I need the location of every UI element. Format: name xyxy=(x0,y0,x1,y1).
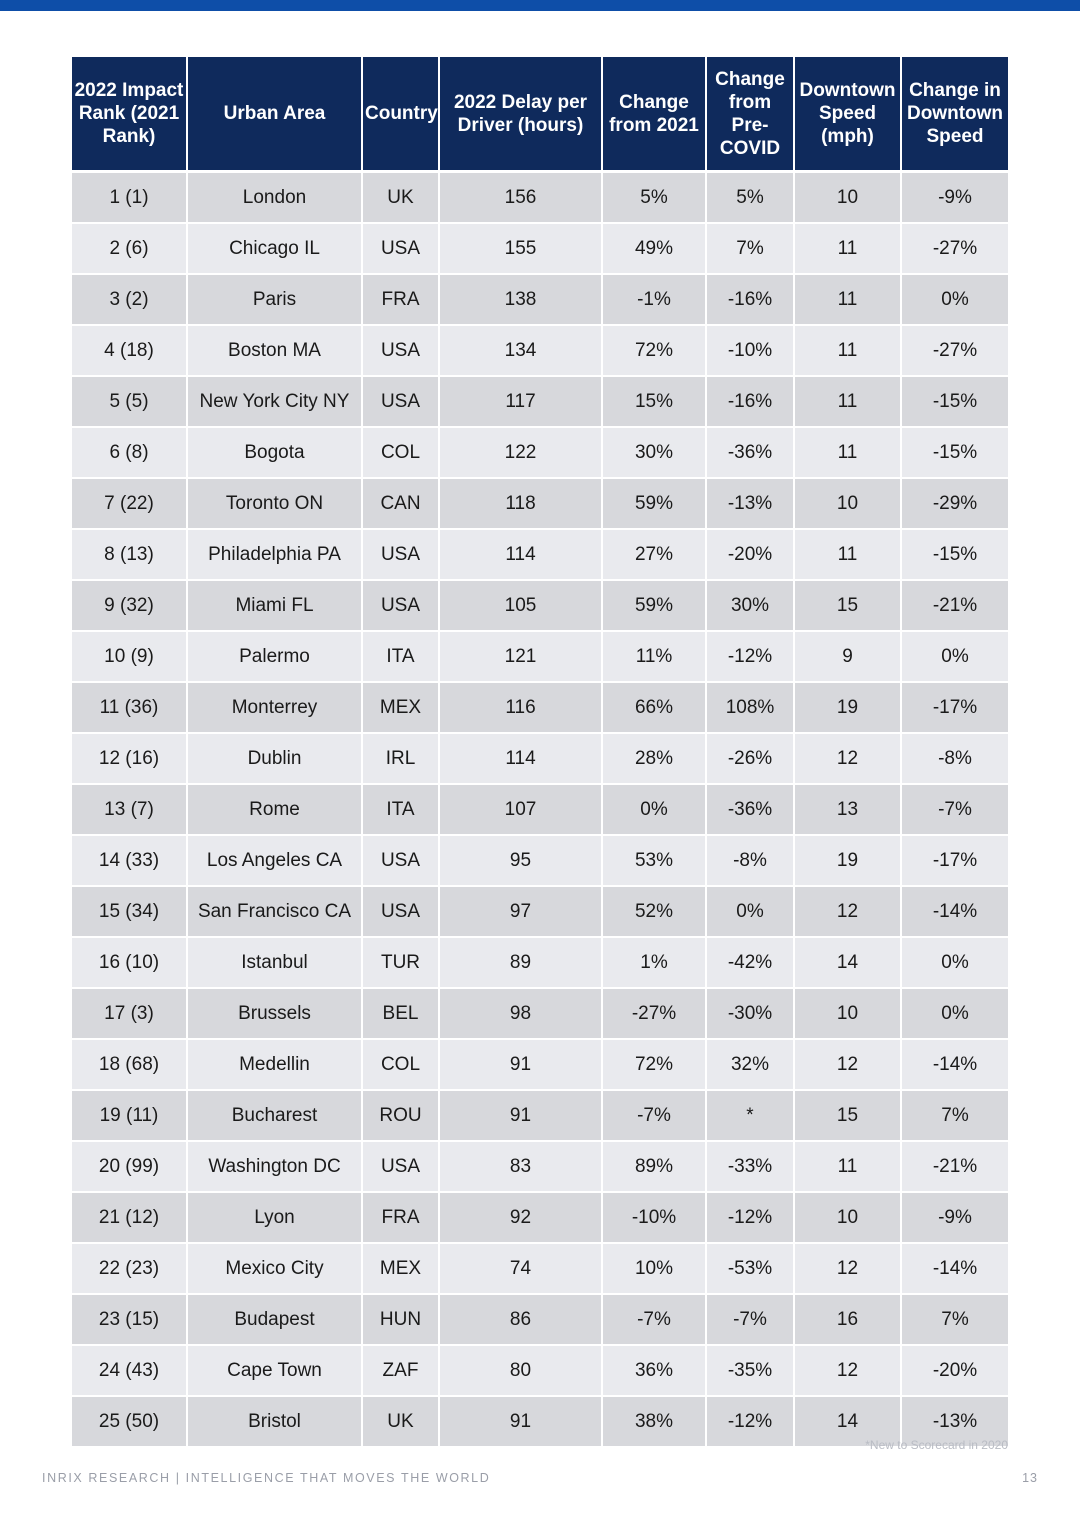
cell-delay-hours: 138 xyxy=(439,274,602,325)
cell-country: ZAF xyxy=(362,1345,439,1396)
cell-change-downtown-speed: -9% xyxy=(901,173,1008,223)
table-row xyxy=(72,1141,1008,1192)
cell-urban-area: Washington DC xyxy=(187,1141,362,1192)
cell-change-2021: 30% xyxy=(602,427,706,478)
table-row xyxy=(72,529,1008,580)
cell-downtown-speed: 10 xyxy=(794,173,901,223)
table-row xyxy=(72,1243,1008,1294)
cell-downtown-speed: 19 xyxy=(794,835,901,886)
cell-change-downtown-speed: 0% xyxy=(901,274,1008,325)
table-header-row xyxy=(72,57,1008,170)
cell-country: USA xyxy=(362,223,439,274)
cell-country: TUR xyxy=(362,937,439,988)
cell-change-2021: -7% xyxy=(602,1294,706,1345)
cell-downtown-speed: 11 xyxy=(794,223,901,274)
cell-change-2021: -27% xyxy=(602,988,706,1039)
cell-country: FRA xyxy=(362,1192,439,1243)
impact-ranking-table-container xyxy=(72,57,1008,1448)
cell-change-downtown-speed: -27% xyxy=(901,325,1008,376)
cell-change-pre-covid: -12% xyxy=(706,1192,794,1243)
cell-urban-area: Boston MA xyxy=(187,325,362,376)
cell-delay-hours: 155 xyxy=(439,223,602,274)
cell-change-2021: 28% xyxy=(602,733,706,784)
cell-country: ITA xyxy=(362,784,439,835)
cell-downtown-speed: 13 xyxy=(794,784,901,835)
cell-change-2021: 0% xyxy=(602,784,706,835)
cell-change-pre-covid: 30% xyxy=(706,580,794,631)
cell-change-pre-covid: -7% xyxy=(706,1294,794,1345)
header-change-from-2021: Change from 2021 xyxy=(602,57,706,170)
cell-change-2021: 53% xyxy=(602,835,706,886)
cell-rank: 10 (9) xyxy=(72,631,187,682)
cell-change-pre-covid: -26% xyxy=(706,733,794,784)
cell-rank: 4 (18) xyxy=(72,325,187,376)
cell-delay-hours: 92 xyxy=(439,1192,602,1243)
table-row xyxy=(72,325,1008,376)
footer-tagline: INRIX RESEARCH | INTELLIGENCE THAT MOVES THE WORLD xyxy=(42,1471,491,1485)
table-row xyxy=(72,427,1008,478)
cell-change-pre-covid: 5% xyxy=(706,173,794,223)
cell-downtown-speed: 12 xyxy=(794,1243,901,1294)
cell-delay-hours: 91 xyxy=(439,1039,602,1090)
cell-urban-area: Dublin xyxy=(187,733,362,784)
cell-country: UK xyxy=(362,1396,439,1447)
header-delay-per-driver: 2022 Delay per Driver (hours) xyxy=(439,57,602,170)
cell-downtown-speed: 11 xyxy=(794,325,901,376)
cell-change-2021: 27% xyxy=(602,529,706,580)
cell-downtown-speed: 16 xyxy=(794,1294,901,1345)
cell-rank: 13 (7) xyxy=(72,784,187,835)
cell-change-pre-covid: -53% xyxy=(706,1243,794,1294)
cell-rank: 25 (50) xyxy=(72,1396,187,1447)
table-row xyxy=(72,223,1008,274)
cell-delay-hours: 91 xyxy=(439,1090,602,1141)
cell-delay-hours: 89 xyxy=(439,937,602,988)
cell-change-2021: 89% xyxy=(602,1141,706,1192)
header-country: Country xyxy=(362,57,439,170)
cell-urban-area: Palermo xyxy=(187,631,362,682)
cell-delay-hours: 118 xyxy=(439,478,602,529)
cell-rank: 1 (1) xyxy=(72,173,187,223)
cell-country: MEX xyxy=(362,682,439,733)
cell-country: COL xyxy=(362,427,439,478)
cell-change-pre-covid: 7% xyxy=(706,223,794,274)
cell-delay-hours: 91 xyxy=(439,1396,602,1447)
cell-change-pre-covid: 32% xyxy=(706,1039,794,1090)
header-change-from-pre-covid: Change from Pre-COVID xyxy=(706,57,794,170)
cell-change-2021: 49% xyxy=(602,223,706,274)
cell-change-downtown-speed: -14% xyxy=(901,1039,1008,1090)
cell-urban-area: Los Angeles CA xyxy=(187,835,362,886)
cell-change-downtown-speed: -21% xyxy=(901,580,1008,631)
cell-change-2021: 15% xyxy=(602,376,706,427)
cell-urban-area: London xyxy=(187,173,362,223)
cell-downtown-speed: 10 xyxy=(794,478,901,529)
cell-change-2021: 59% xyxy=(602,580,706,631)
cell-change-pre-covid: * xyxy=(706,1090,794,1141)
cell-urban-area: Bucharest xyxy=(187,1090,362,1141)
cell-delay-hours: 97 xyxy=(439,886,602,937)
table-body xyxy=(72,170,1008,1447)
cell-rank: 20 (99) xyxy=(72,1141,187,1192)
cell-downtown-speed: 10 xyxy=(794,1192,901,1243)
cell-delay-hours: 122 xyxy=(439,427,602,478)
cell-country: CAN xyxy=(362,478,439,529)
cell-urban-area: Istanbul xyxy=(187,937,362,988)
cell-downtown-speed: 12 xyxy=(794,1345,901,1396)
cell-downtown-speed: 10 xyxy=(794,988,901,1039)
table-row xyxy=(72,733,1008,784)
top-accent-bar xyxy=(0,0,1080,11)
cell-urban-area: Budapest xyxy=(187,1294,362,1345)
cell-urban-area: Cape Town xyxy=(187,1345,362,1396)
cell-downtown-speed: 11 xyxy=(794,274,901,325)
table-row xyxy=(72,784,1008,835)
footnote: *New to Scorecard in 2020 xyxy=(865,1438,1008,1452)
cell-downtown-speed: 11 xyxy=(794,427,901,478)
cell-rank: 5 (5) xyxy=(72,376,187,427)
cell-delay-hours: 86 xyxy=(439,1294,602,1345)
cell-country: MEX xyxy=(362,1243,439,1294)
cell-downtown-speed: 12 xyxy=(794,1039,901,1090)
cell-rank: 3 (2) xyxy=(72,274,187,325)
cell-change-2021: 36% xyxy=(602,1345,706,1396)
cell-change-downtown-speed: 7% xyxy=(901,1294,1008,1345)
cell-change-pre-covid: 108% xyxy=(706,682,794,733)
table-row xyxy=(72,988,1008,1039)
cell-urban-area: Paris xyxy=(187,274,362,325)
header-impact-rank: 2022 Impact Rank (2021 Rank) xyxy=(72,57,187,170)
cell-delay-hours: 116 xyxy=(439,682,602,733)
cell-delay-hours: 107 xyxy=(439,784,602,835)
cell-delay-hours: 121 xyxy=(439,631,602,682)
cell-rank: 19 (11) xyxy=(72,1090,187,1141)
impact-ranking-table xyxy=(72,57,1008,1448)
cell-change-pre-covid: -30% xyxy=(706,988,794,1039)
cell-change-2021: -1% xyxy=(602,274,706,325)
table-row xyxy=(72,1192,1008,1243)
cell-delay-hours: 95 xyxy=(439,835,602,886)
cell-change-downtown-speed: -17% xyxy=(901,835,1008,886)
cell-change-downtown-speed: 0% xyxy=(901,631,1008,682)
table-row xyxy=(72,173,1008,223)
cell-change-downtown-speed: -7% xyxy=(901,784,1008,835)
cell-change-pre-covid: -12% xyxy=(706,631,794,682)
cell-rank: 16 (10) xyxy=(72,937,187,988)
table-row xyxy=(72,1039,1008,1090)
cell-country: UK xyxy=(362,173,439,223)
cell-country: ROU xyxy=(362,1090,439,1141)
cell-downtown-speed: 11 xyxy=(794,376,901,427)
table-row xyxy=(72,1090,1008,1141)
cell-change-downtown-speed: -15% xyxy=(901,427,1008,478)
cell-rank: 24 (43) xyxy=(72,1345,187,1396)
cell-change-2021: -10% xyxy=(602,1192,706,1243)
table-row xyxy=(72,478,1008,529)
header-change-downtown-speed: Change in Downtown Speed xyxy=(901,57,1008,170)
table-row xyxy=(72,886,1008,937)
cell-country: IRL xyxy=(362,733,439,784)
header-urban-area: Urban Area xyxy=(187,57,362,170)
cell-downtown-speed: 15 xyxy=(794,580,901,631)
cell-delay-hours: 80 xyxy=(439,1345,602,1396)
cell-change-downtown-speed: -17% xyxy=(901,682,1008,733)
cell-change-2021: 38% xyxy=(602,1396,706,1447)
cell-change-downtown-speed: -13% xyxy=(901,1396,1008,1447)
cell-change-pre-covid: -8% xyxy=(706,835,794,886)
table-row xyxy=(72,1294,1008,1345)
cell-change-2021: 5% xyxy=(602,173,706,223)
cell-change-pre-covid: -16% xyxy=(706,274,794,325)
cell-urban-area: Philadelphia PA xyxy=(187,529,362,580)
cell-urban-area: Toronto ON xyxy=(187,478,362,529)
cell-country: USA xyxy=(362,580,439,631)
cell-country: USA xyxy=(362,376,439,427)
cell-rank: 21 (12) xyxy=(72,1192,187,1243)
cell-delay-hours: 98 xyxy=(439,988,602,1039)
cell-change-pre-covid: -16% xyxy=(706,376,794,427)
cell-change-pre-covid: -13% xyxy=(706,478,794,529)
table-row xyxy=(72,274,1008,325)
cell-urban-area: Mexico City xyxy=(187,1243,362,1294)
cell-change-downtown-speed: 0% xyxy=(901,937,1008,988)
cell-delay-hours: 114 xyxy=(439,733,602,784)
cell-rank: 6 (8) xyxy=(72,427,187,478)
table-row xyxy=(72,937,1008,988)
table-row xyxy=(72,580,1008,631)
cell-country: USA xyxy=(362,886,439,937)
cell-downtown-speed: 14 xyxy=(794,937,901,988)
cell-change-downtown-speed: -14% xyxy=(901,1243,1008,1294)
cell-rank: 17 (3) xyxy=(72,988,187,1039)
cell-change-2021: 11% xyxy=(602,631,706,682)
cell-change-2021: 72% xyxy=(602,1039,706,1090)
cell-change-pre-covid: 0% xyxy=(706,886,794,937)
cell-change-downtown-speed: -15% xyxy=(901,529,1008,580)
cell-rank: 11 (36) xyxy=(72,682,187,733)
cell-downtown-speed: 12 xyxy=(794,886,901,937)
cell-rank: 14 (33) xyxy=(72,835,187,886)
cell-delay-hours: 134 xyxy=(439,325,602,376)
cell-change-downtown-speed: 7% xyxy=(901,1090,1008,1141)
cell-rank: 9 (32) xyxy=(72,580,187,631)
cell-change-downtown-speed: -14% xyxy=(901,886,1008,937)
cell-urban-area: San Francisco CA xyxy=(187,886,362,937)
cell-delay-hours: 114 xyxy=(439,529,602,580)
cell-change-downtown-speed: -20% xyxy=(901,1345,1008,1396)
cell-delay-hours: 105 xyxy=(439,580,602,631)
cell-change-downtown-speed: -29% xyxy=(901,478,1008,529)
cell-downtown-speed: 14 xyxy=(794,1396,901,1447)
cell-urban-area: New York City NY xyxy=(187,376,362,427)
cell-change-pre-covid: -12% xyxy=(706,1396,794,1447)
table-row xyxy=(72,1345,1008,1396)
cell-delay-hours: 74 xyxy=(439,1243,602,1294)
cell-urban-area: Miami FL xyxy=(187,580,362,631)
cell-rank: 15 (34) xyxy=(72,886,187,937)
cell-urban-area: Medellin xyxy=(187,1039,362,1090)
cell-change-pre-covid: -35% xyxy=(706,1345,794,1396)
cell-rank: 7 (22) xyxy=(72,478,187,529)
cell-change-2021: 1% xyxy=(602,937,706,988)
cell-rank: 8 (13) xyxy=(72,529,187,580)
cell-country: ITA xyxy=(362,631,439,682)
table-row xyxy=(72,835,1008,886)
cell-rank: 18 (68) xyxy=(72,1039,187,1090)
cell-delay-hours: 156 xyxy=(439,173,602,223)
header-downtown-speed: Downtown Speed (mph) xyxy=(794,57,901,170)
cell-country: COL xyxy=(362,1039,439,1090)
cell-change-2021: 59% xyxy=(602,478,706,529)
cell-change-pre-covid: -36% xyxy=(706,784,794,835)
cell-change-2021: 10% xyxy=(602,1243,706,1294)
table-row xyxy=(72,376,1008,427)
cell-downtown-speed: 12 xyxy=(794,733,901,784)
cell-change-pre-covid: -36% xyxy=(706,427,794,478)
cell-rank: 12 (16) xyxy=(72,733,187,784)
cell-delay-hours: 117 xyxy=(439,376,602,427)
cell-downtown-speed: 11 xyxy=(794,529,901,580)
page-number: 13 xyxy=(1022,1471,1038,1485)
cell-urban-area: Monterrey xyxy=(187,682,362,733)
cell-rank: 23 (15) xyxy=(72,1294,187,1345)
cell-downtown-speed: 11 xyxy=(794,1141,901,1192)
cell-country: USA xyxy=(362,529,439,580)
cell-change-2021: -7% xyxy=(602,1090,706,1141)
cell-change-downtown-speed: -21% xyxy=(901,1141,1008,1192)
table-row xyxy=(72,682,1008,733)
cell-change-2021: 66% xyxy=(602,682,706,733)
cell-rank: 22 (23) xyxy=(72,1243,187,1294)
cell-downtown-speed: 19 xyxy=(794,682,901,733)
cell-country: BEL xyxy=(362,988,439,1039)
cell-urban-area: Bristol xyxy=(187,1396,362,1447)
cell-country: HUN xyxy=(362,1294,439,1345)
cell-change-2021: 72% xyxy=(602,325,706,376)
cell-change-downtown-speed: 0% xyxy=(901,988,1008,1039)
cell-downtown-speed: 15 xyxy=(794,1090,901,1141)
cell-change-downtown-speed: -9% xyxy=(901,1192,1008,1243)
cell-change-pre-covid: -33% xyxy=(706,1141,794,1192)
cell-change-downtown-speed: -15% xyxy=(901,376,1008,427)
cell-country: USA xyxy=(362,1141,439,1192)
cell-change-pre-covid: -42% xyxy=(706,937,794,988)
cell-downtown-speed: 9 xyxy=(794,631,901,682)
cell-urban-area: Rome xyxy=(187,784,362,835)
cell-country: FRA xyxy=(362,274,439,325)
cell-urban-area: Chicago IL xyxy=(187,223,362,274)
cell-change-2021: 52% xyxy=(602,886,706,937)
cell-country: USA xyxy=(362,835,439,886)
cell-change-downtown-speed: -27% xyxy=(901,223,1008,274)
cell-urban-area: Brussels xyxy=(187,988,362,1039)
cell-urban-area: Bogota xyxy=(187,427,362,478)
cell-change-pre-covid: -20% xyxy=(706,529,794,580)
cell-change-downtown-speed: -8% xyxy=(901,733,1008,784)
cell-rank: 2 (6) xyxy=(72,223,187,274)
cell-country: USA xyxy=(362,325,439,376)
cell-urban-area: Lyon xyxy=(187,1192,362,1243)
cell-delay-hours: 83 xyxy=(439,1141,602,1192)
table-row xyxy=(72,631,1008,682)
cell-change-pre-covid: -10% xyxy=(706,325,794,376)
